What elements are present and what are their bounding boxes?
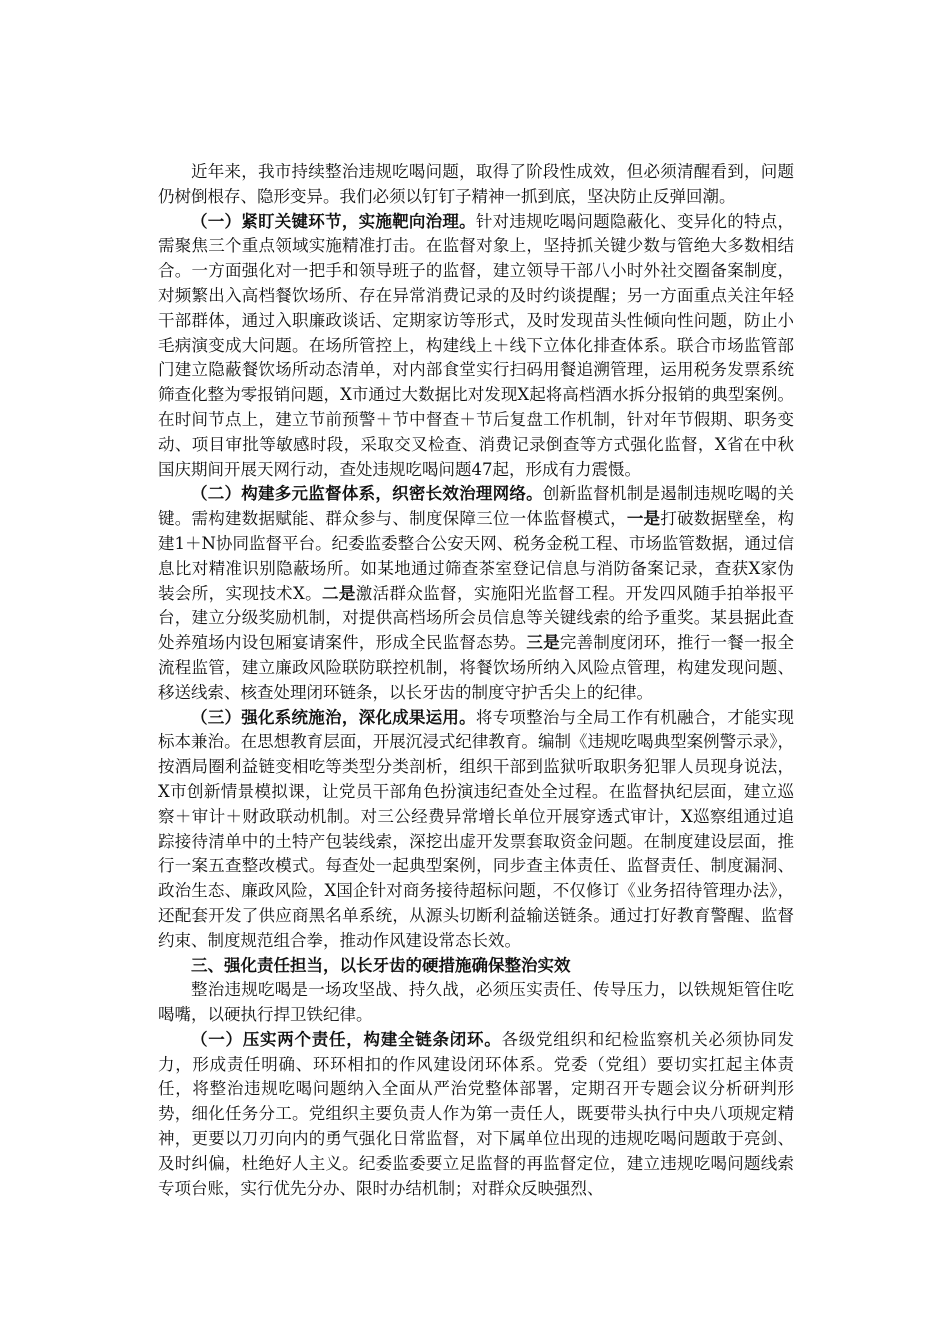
section-2-keyword-2: 二是 — [321, 583, 356, 603]
chapter-3-intro: 整治违规吃喝是一场攻坚战、持久战，必须压实责任、传导压力，以铁规矩管住吃喝嘴，以硬执行捍卫铁纪律。 — [158, 980, 794, 1025]
section-4-title: （一）压实两个责任，构建全链条闭环。 — [191, 1029, 502, 1049]
intro-paragraph: 近年来，我市持续整治违规吃喝问题，取得了阶段性成效，但必须清醒看到，问题仍树倒根存、隐形变异。我们必须以钉钉子精神一抓到底，坚决防止反弹回潮。 — [158, 162, 794, 206]
chapter-3-heading: 三、强化责任担当，以长牙齿的硬措施确保整治实效 — [191, 955, 571, 975]
section-2-paragraph — [158, 482, 794, 705]
section-2-body-4: 完善制度闭环，推行一餐一报全流程监管，建立廉政风险联防联控机制，将餐饮场所纳入风险点管理，构建发现问题、移送线索、核查处理闭环链条，以长牙齿的制度守护舌尖上的纪律。 — [158, 633, 795, 702]
section-2-title: （二）构建多元监督体系，织密长效治理网络。 — [191, 484, 543, 504]
section-3-body: 将专项整治与全局工作有机融合，才能实现标本兼治。在思想教育层面，开展沉浸式纪律教育。编制《违规吃喝典型案例警示录》，按酒局圈利益链变相吃等类型分类剖析，组织干部到监狱听取职务犯罪人员现身说法，X市创新情景模拟课，让党员干部角色扮演违纪查处全过程。在监督执纪层面，建立巡察＋审计＋财政联动机制。对三公经费异常增长单位开展穿透式审计，X巡察组通过追踪接待清单中的土特产包装线索，深挖出虚开发票套取资金问题。在制度建设层面，推行一案五查整改模式。每查处一起典型案例，同步查主体责任、监督责任、制度漏洞、政治生态、廉政风险，X国企针对商务接待超标问题，不仅修订《业务招待管理办法》，还配套开发了供应商黑名单系统，从源头切断利益输送链条。通过打好教育警醒、监督约束、制度规范组合拳，推动作风建设常态长效。 — [158, 707, 795, 950]
section-1-title: （一）紧盯关键环节，实施靶向治理。 — [191, 211, 476, 231]
section-2-keyword-3: 三是 — [526, 633, 560, 653]
section-1-body: 针对违规吃喝问题隐蔽化、变异化的特点，需聚焦三个重点领域实施精准打击。在监督对象上，坚持抓关键少数与管绝大多数相结合。一方面强化对一把手和领导班子的监督，建立领导干部八小时外社交圈备案制度，对频繁出入高档餐饮场所、存在异常消费记录的及时约谈提醒；另一方面重点关注年轻干部群体，通过入职廉政谈话、定期家访等形式，及时发现苗头性倾向性问题，防止小毛病演变成大问题。在场所管控上，构建线上＋线下立体化排查体系。联合市场监管部门建立隐蔽餐饮场所动态清单，对内部食堂实行扫码用餐追溯管理，运用税务发票系统筛查化整为零报销问题，X市通过大数据比对发现X起将高档酒水拆分报销的典型案例。在时间节点上，建立节前预警＋节中督查＋节后复盘工作机制，针对年节假期、职务变动、项目审批等敏感时段，采取交叉检查、消费记录倒查等方式强化监督，X省在中秋国庆期间开展天网行动，查处违规吃喝问题47起，形成有力震慑。 — [158, 211, 795, 479]
document-page — [158, 160, 794, 1201]
section-4-body: 各级党组织和纪检监察机关必须协同发力，形成责任明确、环环相扣的作风建设闭环体系。党委（党组）要切实扛起主体责任，将整治违规吃喝问题纳入全面从严治党整体部署，定期召开专题会议分析研判形势，细化任务分工。党组织主要负责人作为第一责任人，既要带头执行中央八项规定精神，更要以刀刃向内的勇气强化日常监督，对下属单位出现的违规吃喝问题敢于亮剑、及时纠偏，杜绝好人主义。纪委监委要立足监督的再监督定位，建立违规吃喝问题线索专项台账，实行优先分办、限时办结机制；对群众反映强烈、 — [158, 1029, 794, 1198]
section-2-body-3: 激活群众监督，实施阳光监督工程。开发四风随手拍举报平台，建立分级奖励机制，对提供高档场所会员信息等关键线索的给予重奖。某县据此查处养殖场内设包厢宴请案件，形成全民监督态势。 — [158, 583, 795, 653]
section-2-body-2: 打破数据壁垒，构建1＋N协同监督平台。纪委监委整合公安天网、税务金税工程、市场监管数据，通过信息比对精准识别隐蔽场所。如某地通过筛查茶室登记信息与消防备案记录，查获X家伪装会所，实现技术X。 — [158, 509, 795, 603]
section-2-keyword-1: 一是 — [626, 509, 661, 529]
section-4-paragraph — [158, 1028, 794, 1202]
section-3-paragraph — [158, 706, 794, 954]
section-2-body-1: 创新监督机制是遏制违规吃喝的关键。需构建数据赋能、群众参与、制度保障三位一体监督模式， — [158, 484, 795, 529]
section-1-paragraph — [158, 210, 794, 483]
section-3-title: （三）强化系统施治，深化成果运用。 — [191, 707, 476, 727]
